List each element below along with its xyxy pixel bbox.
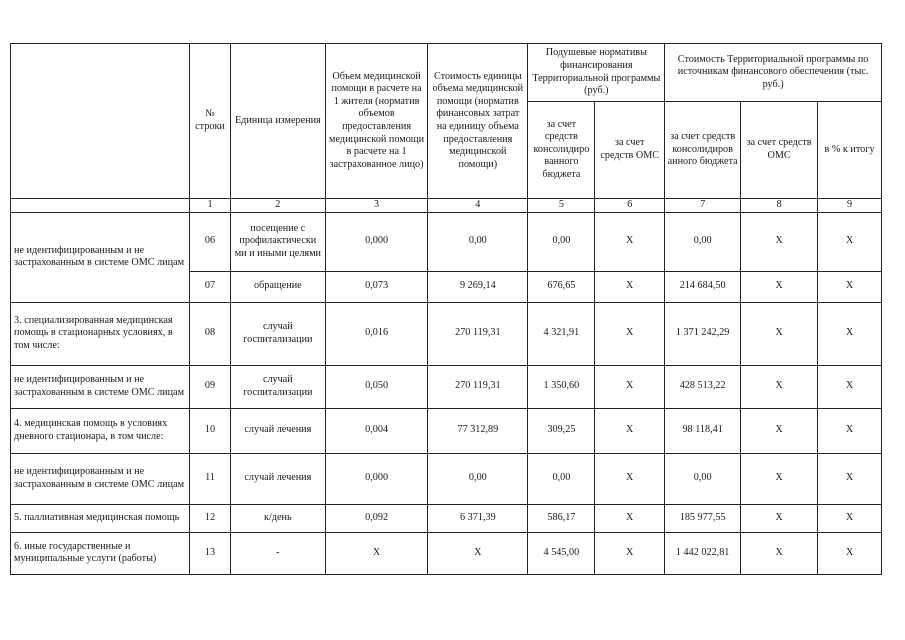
row-cost-oms: Х [741,365,818,408]
header-unit-cost: Стоимость единицы объема медицинской помощи (норматив финансовых затрат на единицу объема предоставления медицинской помощи) [428,44,528,199]
row-cost-percent: Х [818,504,882,532]
row-per-capita-oms: Х [595,365,665,408]
table-row [11,365,882,408]
row-unit: случай лечения [230,453,325,504]
row-cost-oms: Х [741,302,818,365]
row-per-capita-oms: Х [595,532,665,574]
row-per-capita-budget: 0,00 [528,453,595,504]
row-cost-percent: Х [818,365,882,408]
column-number-blank [11,199,190,213]
row-unit-cost: 0,00 [428,212,528,271]
row-cost-budget: 1 442 022,81 [665,532,741,574]
row-per-capita-budget: 676,65 [528,271,595,302]
row-cost-budget: 428 513,22 [665,365,741,408]
row-unit: - [230,532,325,574]
row-label: 4. медицинская помощь в условиях дневного стационара, в том числе: [11,408,190,453]
row-per-capita-budget: 1 350,60 [528,365,595,408]
row-label: не идентифицированным и не застрахованным в системе ОМС лицам [11,453,190,504]
column-number: 8 [741,199,818,213]
column-number: 3 [325,199,427,213]
row-cost-budget: 185 977,55 [665,504,741,532]
row-cost-budget: 0,00 [665,212,741,271]
column-number: 7 [665,199,741,213]
row-unit: к/день [230,504,325,532]
row-per-capita-oms: Х [595,212,665,271]
row-per-capita-oms: Х [595,408,665,453]
row-cost-percent: Х [818,271,882,302]
header-territorial-cost: Стоимость Территориальной программы по источникам финансового обеспечения (тыс. руб.) [665,44,882,102]
row-unit: случай лечения [230,408,325,453]
column-number: 2 [230,199,325,213]
table-row [11,453,882,504]
header-row-number: № строки [190,44,231,199]
row-number: 12 [190,504,231,532]
row-volume: 0,000 [325,212,427,271]
row-unit-cost: 0,00 [428,453,528,504]
row-unit: обращение [230,271,325,302]
table-row [11,212,882,271]
subheader-budget: за счет средств консолидиро ванного бюджета [528,102,595,199]
table-row [11,532,882,574]
row-per-capita-oms: Х [595,271,665,302]
column-number: 1 [190,199,231,213]
row-unit-cost: 270 119,31 [428,302,528,365]
row-label: 5. паллиативная медицинская помощь [11,504,190,532]
row-per-capita-oms: Х [595,302,665,365]
table-row [11,504,882,532]
row-number: 08 [190,302,231,365]
row-unit-cost: Х [428,532,528,574]
row-cost-oms: Х [741,212,818,271]
row-volume: 0,016 [325,302,427,365]
header-label-blank [11,44,190,199]
column-number: 6 [595,199,665,213]
row-unit-cost: 6 371,39 [428,504,528,532]
financing-table [10,43,882,575]
row-number: 13 [190,532,231,574]
row-cost-percent: Х [818,212,882,271]
row-volume: 0,092 [325,504,427,532]
subheader-oms: за счет средств ОМС [595,102,665,199]
row-label: 3. специализированная медицинская помощь в стационарных условиях, в том числе: [11,302,190,365]
row-cost-budget: 98 118,41 [665,408,741,453]
row-number: 09 [190,365,231,408]
header-volume: Объем медицинской помощи в расчете на 1 жителя (норматив объемов предоставления медицинской помощи в расчете на 1 застрахованное лицо) [325,44,427,199]
row-volume: 0,004 [325,408,427,453]
table-row [11,408,882,453]
subheader-oms-2: за счет средств ОМС [741,102,818,199]
row-volume: 0,073 [325,271,427,302]
row-per-capita-budget: 0,00 [528,212,595,271]
column-number: 9 [818,199,882,213]
row-cost-oms: Х [741,532,818,574]
row-number: 10 [190,408,231,453]
header-row [11,44,882,102]
row-cost-budget: 0,00 [665,453,741,504]
row-per-capita-budget: 4 321,91 [528,302,595,365]
column-number: 5 [528,199,595,213]
row-per-capita-budget: 586,17 [528,504,595,532]
row-per-capita-oms: Х [595,453,665,504]
row-unit: случай госпитализации [230,302,325,365]
row-volume: 0,050 [325,365,427,408]
row-unit-cost: 270 119,31 [428,365,528,408]
row-cost-oms: Х [741,408,818,453]
row-number: 06 [190,212,231,271]
row-cost-percent: Х [818,532,882,574]
row-per-capita-budget: 309,25 [528,408,595,453]
header-per-capita: Подушевые нормативы финансирования Территориальной программы (руб.) [528,44,665,102]
column-number-row [11,199,882,213]
row-cost-percent: Х [818,408,882,453]
row-cost-oms: Х [741,504,818,532]
row-cost-budget: 214 684,50 [665,271,741,302]
row-cost-oms: Х [741,271,818,302]
row-label: 6. иные государственные и муниципальные услуги (работы) [11,532,190,574]
row-unit: случай госпитализации [230,365,325,408]
row-number: 11 [190,453,231,504]
row-volume: Х [325,532,427,574]
row-unit-cost: 77 312,89 [428,408,528,453]
subheader-budget-2: за счет средств консолидиров анного бюджета [665,102,741,199]
header-unit: Единица измерения [230,44,325,199]
row-label: не идентифицированным и не застрахованным в системе ОМС лицам [11,212,190,302]
row-unit-cost: 9 269,14 [428,271,528,302]
row-cost-percent: Х [818,302,882,365]
row-label: не идентифицированным и не застрахованным в системе ОМС лицам [11,365,190,408]
row-per-capita-oms: Х [595,504,665,532]
subheader-percent: в % к итогу [818,102,882,199]
column-number: 4 [428,199,528,213]
table-row [11,302,882,365]
row-unit: посещение с профилактически ми и иными целями [230,212,325,271]
row-per-capita-budget: 4 545,00 [528,532,595,574]
row-cost-budget: 1 371 242,29 [665,302,741,365]
row-number: 07 [190,271,231,302]
row-cost-oms: Х [741,453,818,504]
row-cost-percent: Х [818,453,882,504]
row-volume: 0,000 [325,453,427,504]
